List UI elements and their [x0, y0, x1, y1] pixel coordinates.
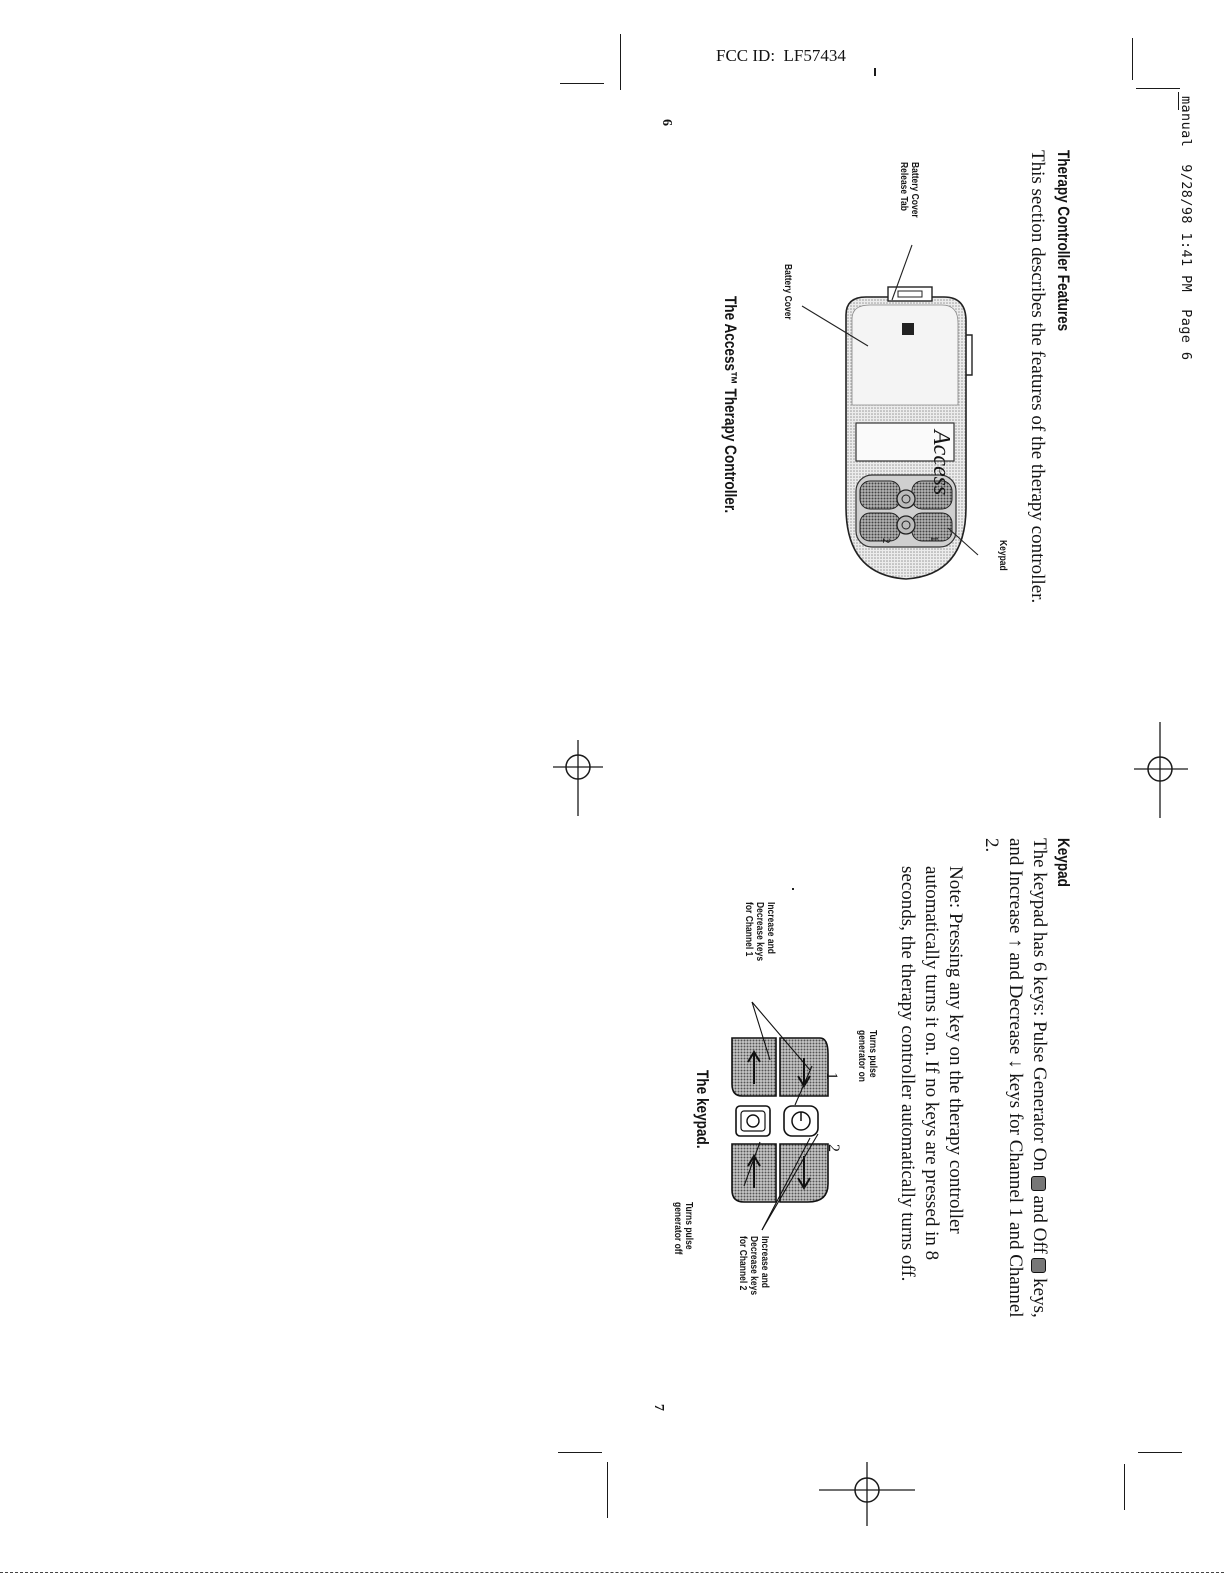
- slug-line: manual 9/28/98 1:41 PM Page 6: [1178, 96, 1194, 361]
- callout-battery-cover: Battery Cover: [782, 264, 793, 320]
- keypad-body-line-2: and Increase ↑ and Decrease ↓ keys for Channel 1 and Channel: [1005, 838, 1026, 1318]
- note-line-3: seconds, the therapy controller automatically turns off.: [897, 866, 918, 1282]
- channel-1-label: 1: [823, 1072, 840, 1080]
- page-number-right: 7: [651, 1404, 666, 1411]
- scan-edge-line: [0, 1572, 1224, 1573]
- stray-mark: [792, 888, 794, 890]
- device-logo: Access: [928, 430, 954, 496]
- callout-channel-1: Increase and Decrease keys for Channel 1: [743, 902, 776, 962]
- crop-mark: [1138, 1452, 1182, 1453]
- callout-release-tab: Battery Cover Release Tab: [898, 162, 920, 218]
- crop-mark: [1136, 88, 1180, 89]
- figure-caption: The Access™ Therapy Controller.: [721, 296, 740, 514]
- registration-target-icon: [550, 740, 610, 820]
- crop-mark: [560, 83, 604, 84]
- device-key-label-1: 1: [928, 536, 940, 542]
- channel-2-label: 2: [825, 1144, 842, 1152]
- crop-mark: [1124, 1464, 1125, 1510]
- fcc-id: FCC ID: LF57434: [716, 46, 846, 65]
- page-number-left: 6: [659, 119, 674, 126]
- callout-channel-2: Increase and Decrease keys for Channel 2: [737, 1236, 770, 1296]
- crop-mark: [874, 68, 876, 76]
- registration-target-icon: [815, 1460, 919, 1530]
- crop-mark: [607, 1462, 608, 1518]
- callout-leaders: [780, 150, 1000, 570]
- note-line-1: Note: Pressing any key on the therapy controller: [945, 866, 966, 1234]
- note-line-2: automatically turns it on. If no keys are pressed in 8: [921, 866, 942, 1261]
- keypad-callout-leaders: [700, 990, 830, 1250]
- keypad-body-line-1: The keypad has 6 keys: Pulse Generator On and Off keys,: [1029, 838, 1050, 1318]
- callout-turns-off: Turns pulse generator off: [672, 1202, 694, 1255]
- section-body: This section describes the features of the therapy controller.: [1027, 150, 1048, 604]
- registration-target-icon: [1130, 722, 1194, 818]
- callout-turns-on: Turns pulse generator on: [856, 1030, 878, 1082]
- keypad-caption: The keypad.: [693, 1070, 712, 1149]
- device-key-label-2: 2: [880, 538, 892, 544]
- on-key-icon: [1031, 1176, 1046, 1191]
- callout-keypad: Keypad: [997, 540, 1008, 571]
- crop-mark: [1132, 38, 1133, 80]
- crop-mark: [620, 34, 621, 90]
- keypad-body-line-3: 2.: [981, 838, 1002, 853]
- crop-mark: [558, 1452, 602, 1453]
- off-key-icon: [1031, 1258, 1046, 1273]
- section-heading: Keypad: [1054, 838, 1072, 887]
- section-heading: Therapy Controller Features: [1054, 150, 1072, 332]
